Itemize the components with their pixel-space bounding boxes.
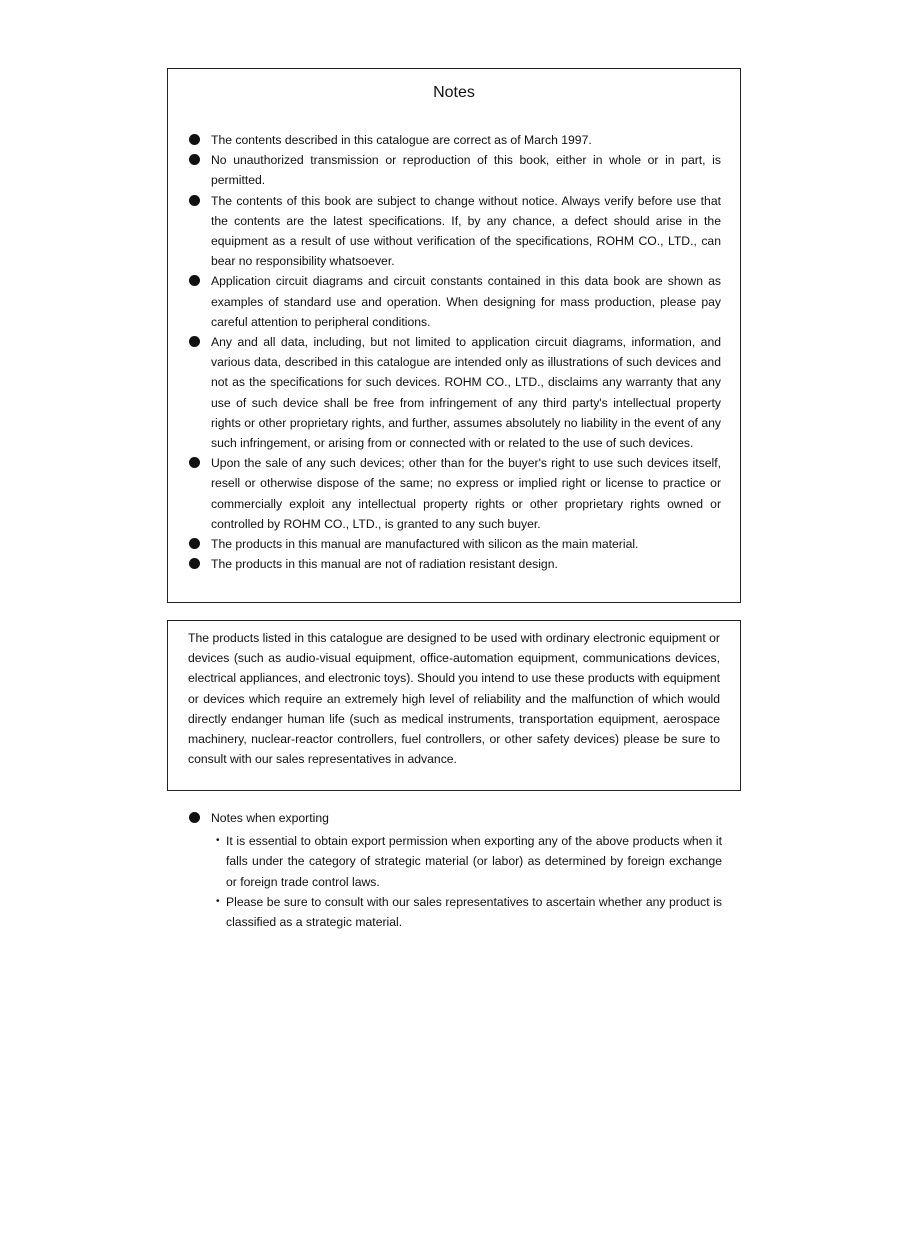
export-text: It is essential to obtain export permission when exporting any of the above products when it falls under the category of strategic material (or labor) as determined by foreign exchange or foreign trade control laws. [226,834,722,889]
list-item [168,191,740,272]
list-item [168,332,740,453]
note-text: The products in this manual are not of radiation resistant design. [211,557,558,572]
list-item [168,534,740,554]
bullet-icon [189,154,200,165]
export-section [168,808,741,932]
dot-icon: • [216,835,220,847]
export-title: Notes when exporting [211,811,329,825]
export-text: Please be sure to consult with our sales representatives to ascertain whether any product is classified as a strategic material. [226,894,722,930]
list-item [168,271,740,332]
export-heading [168,808,741,828]
bullet-icon [189,275,200,286]
notes-list [168,130,740,574]
list-item [168,150,740,190]
notice-text: The products listed in this catalogue are designed to be used with ordinary electronic equipment or devices (such as audio-visual equipment, office-automation equipment, communications devices, electrical appliances, and electronic toys). Should you intend to use these products with equipment or devices which require an extremely high level of reliability and the malfunction of which would directly endanger human life (such as medical instruments, transportation equipment, aerospace machinery, nuclear-reactor controllers, fuel controllers, or other safety devices) please be sure to consult with our sales representatives in advance. [188,631,720,767]
note-text: Application circuit diagrams and circuit constants contained in this data book are shown as examples of standard use and operation. When designing for mass production, please pay careful attention to peripheral conditions. [211,274,721,329]
note-text: The products in this manual are manufactured with silicon as the main material. [211,537,639,552]
notice-box [167,620,741,791]
list-item [213,831,741,892]
list-item [168,130,740,150]
bullet-icon [189,457,200,468]
list-item [168,453,740,534]
notes-title: Notes [433,84,475,101]
note-text: The contents described in this catalogue are correct as of March 1997. [211,133,592,147]
bullet-icon [189,538,200,549]
bullet-icon [189,558,200,569]
export-list [168,831,741,932]
bullet-icon [189,134,200,145]
bullet-icon [189,812,200,823]
bullet-icon [189,336,200,347]
note-text: Any and all data, including, but not limited to application circuit diagrams, information, and various data, described in this catalogue are intended only as illustrations of such devices and not as the specifications for such devices. ROHM CO., LTD., disclaims any warranty that any use of such device shall be free from infringement of any third party's intellectual property rights or other proprietary rights, and further, assumes absolutely no liability in the event of any such infringement, or arising from or connected with or related to the use of such devices. [211,335,721,451]
dot-icon: • [216,895,220,907]
note-text: The contents of this book are subject to change without notice. Always verify before use that the contents are the latest specifications. If, by any chance, a defect should arise in the equipment as a result of use without verification of the specifications, ROHM CO., LTD., can bear no responsibility whatsoever. [211,193,721,269]
note-text: No unauthorized transmission or reproduction of this book, either in whole or in part, is permitted. [211,153,721,188]
notes-box [167,68,741,603]
list-item [213,892,741,932]
list-item [168,554,740,574]
bullet-icon [189,195,200,206]
note-text: Upon the sale of any such devices; other than for the buyer's right to use such devices itself, resell or otherwise dispose of the same; no express or implied right or license to practice or commercially exploit any intellectual property rights or other proprietary rights owned or controlled by ROHM CO., LTD., is granted to any such buyer. [211,456,721,531]
